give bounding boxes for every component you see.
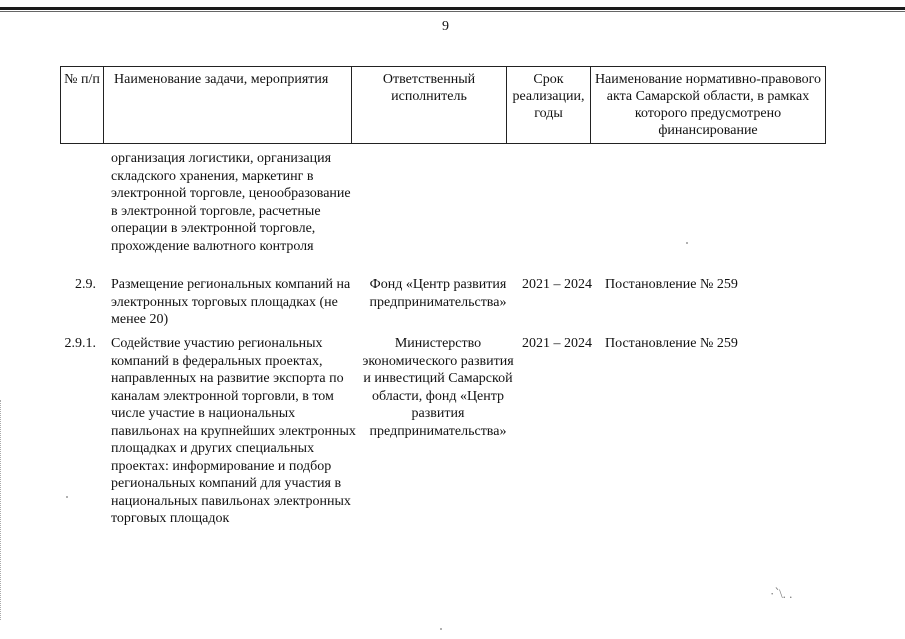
table-header	[60, 66, 826, 144]
row-num: 2.9.	[75, 277, 96, 292]
page-number: 9	[442, 19, 449, 34]
header-term: Срок реализации, годы	[507, 67, 591, 144]
row-task: Содействие участию региональных компаний в федеральных проектах, направленных на развитие экспорта по каналам электронной торговли, в том числе участие в национальных павильонах на крупнейших электронных площадках и других специальных проектах: информирование и подбор региональных компаний для участия в национальных павильонах электронных торговых площадок	[111, 336, 356, 526]
header-act: Наименование нормативно-правового акта Самарской области, в рамках которого предусмотрено финансирование	[591, 67, 826, 144]
scan-margin-marks	[0, 400, 4, 620]
row-num: 2.9.1.	[64, 336, 96, 351]
row-responsible: Фонд «Центр развития предпринимательства»	[369, 277, 507, 310]
scan-scribble: ·՝\. .	[770, 586, 793, 601]
header-task: Наименование задачи, мероприятия	[104, 67, 352, 144]
header-num: № п/п	[61, 67, 104, 144]
scan-dot	[686, 242, 688, 244]
row-task: Размещение региональных компаний на электронных торговых площадках (не менее 20)	[111, 277, 351, 327]
row-responsible: Министерство экономического развития и инвестиций Самарской области, фонд «Центр развития предпринимательства»	[362, 336, 514, 439]
row-task: организация логистики, организация складского хранения, маркетинг в электронной торговле, ценообразование в электронной торговле, расчетные операции в электронной торговле, прохождение валютного контроля	[111, 151, 351, 254]
scan-dot	[440, 628, 442, 630]
row-term: 2021 – 2024	[522, 336, 592, 351]
row-term: 2021 – 2024	[522, 277, 592, 292]
row-act: Постановление № 259	[605, 336, 738, 351]
top-border-thin	[0, 11, 905, 12]
row-act: Постановление № 259	[605, 277, 738, 292]
top-border	[0, 7, 905, 10]
header-responsible: Ответственный исполнитель	[352, 67, 507, 144]
scan-dot	[66, 496, 68, 498]
